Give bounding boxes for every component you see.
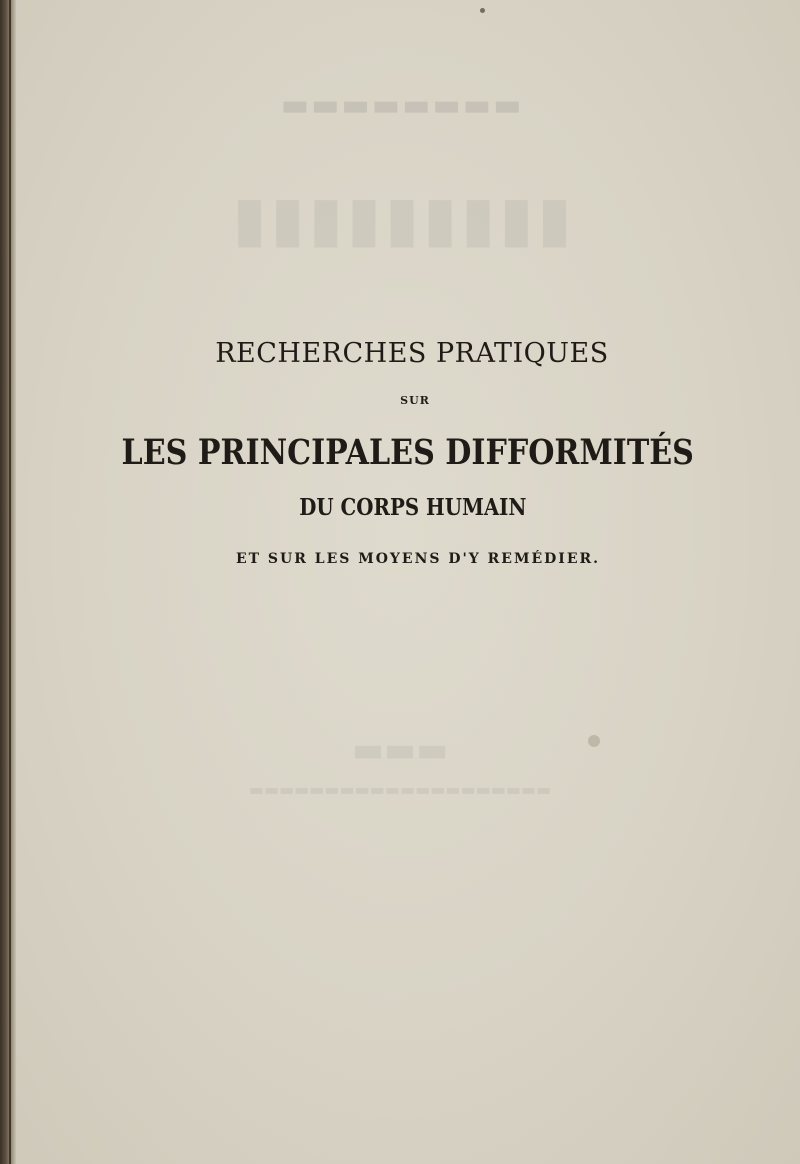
- title-line-corps-humain: DU CORPS HUMAIN: [299, 494, 527, 521]
- book-binding-edge: [0, 0, 16, 1164]
- title-line-recherches-pratiques: RECHERCHES PRATIQUES: [215, 338, 609, 369]
- title-line-principales-difformites: LES PRINCIPALES DIFFORMITÉS: [121, 432, 694, 473]
- show-through-shadow: ▬▬▬▬▬▬▬▬▬▬▬▬▬▬▬▬▬▬▬▬: [248, 780, 552, 799]
- title-line-sur: SUR: [400, 394, 430, 407]
- show-through-shadow: ▬▬▬: [351, 730, 449, 770]
- show-through-shadow: ▬▬▬▬▬▬▬▬: [278, 88, 522, 123]
- title-line-moyens-remedier: ET SUR LES MOYENS D'Y REMÉDIER.: [235, 551, 601, 567]
- paper-spot: [480, 8, 485, 13]
- paper-spot: [588, 735, 600, 747]
- show-through-shadow: ▮▮▮▮▮▮▮▮▮: [228, 182, 572, 255]
- binding-shadow-line: [9, 0, 11, 1164]
